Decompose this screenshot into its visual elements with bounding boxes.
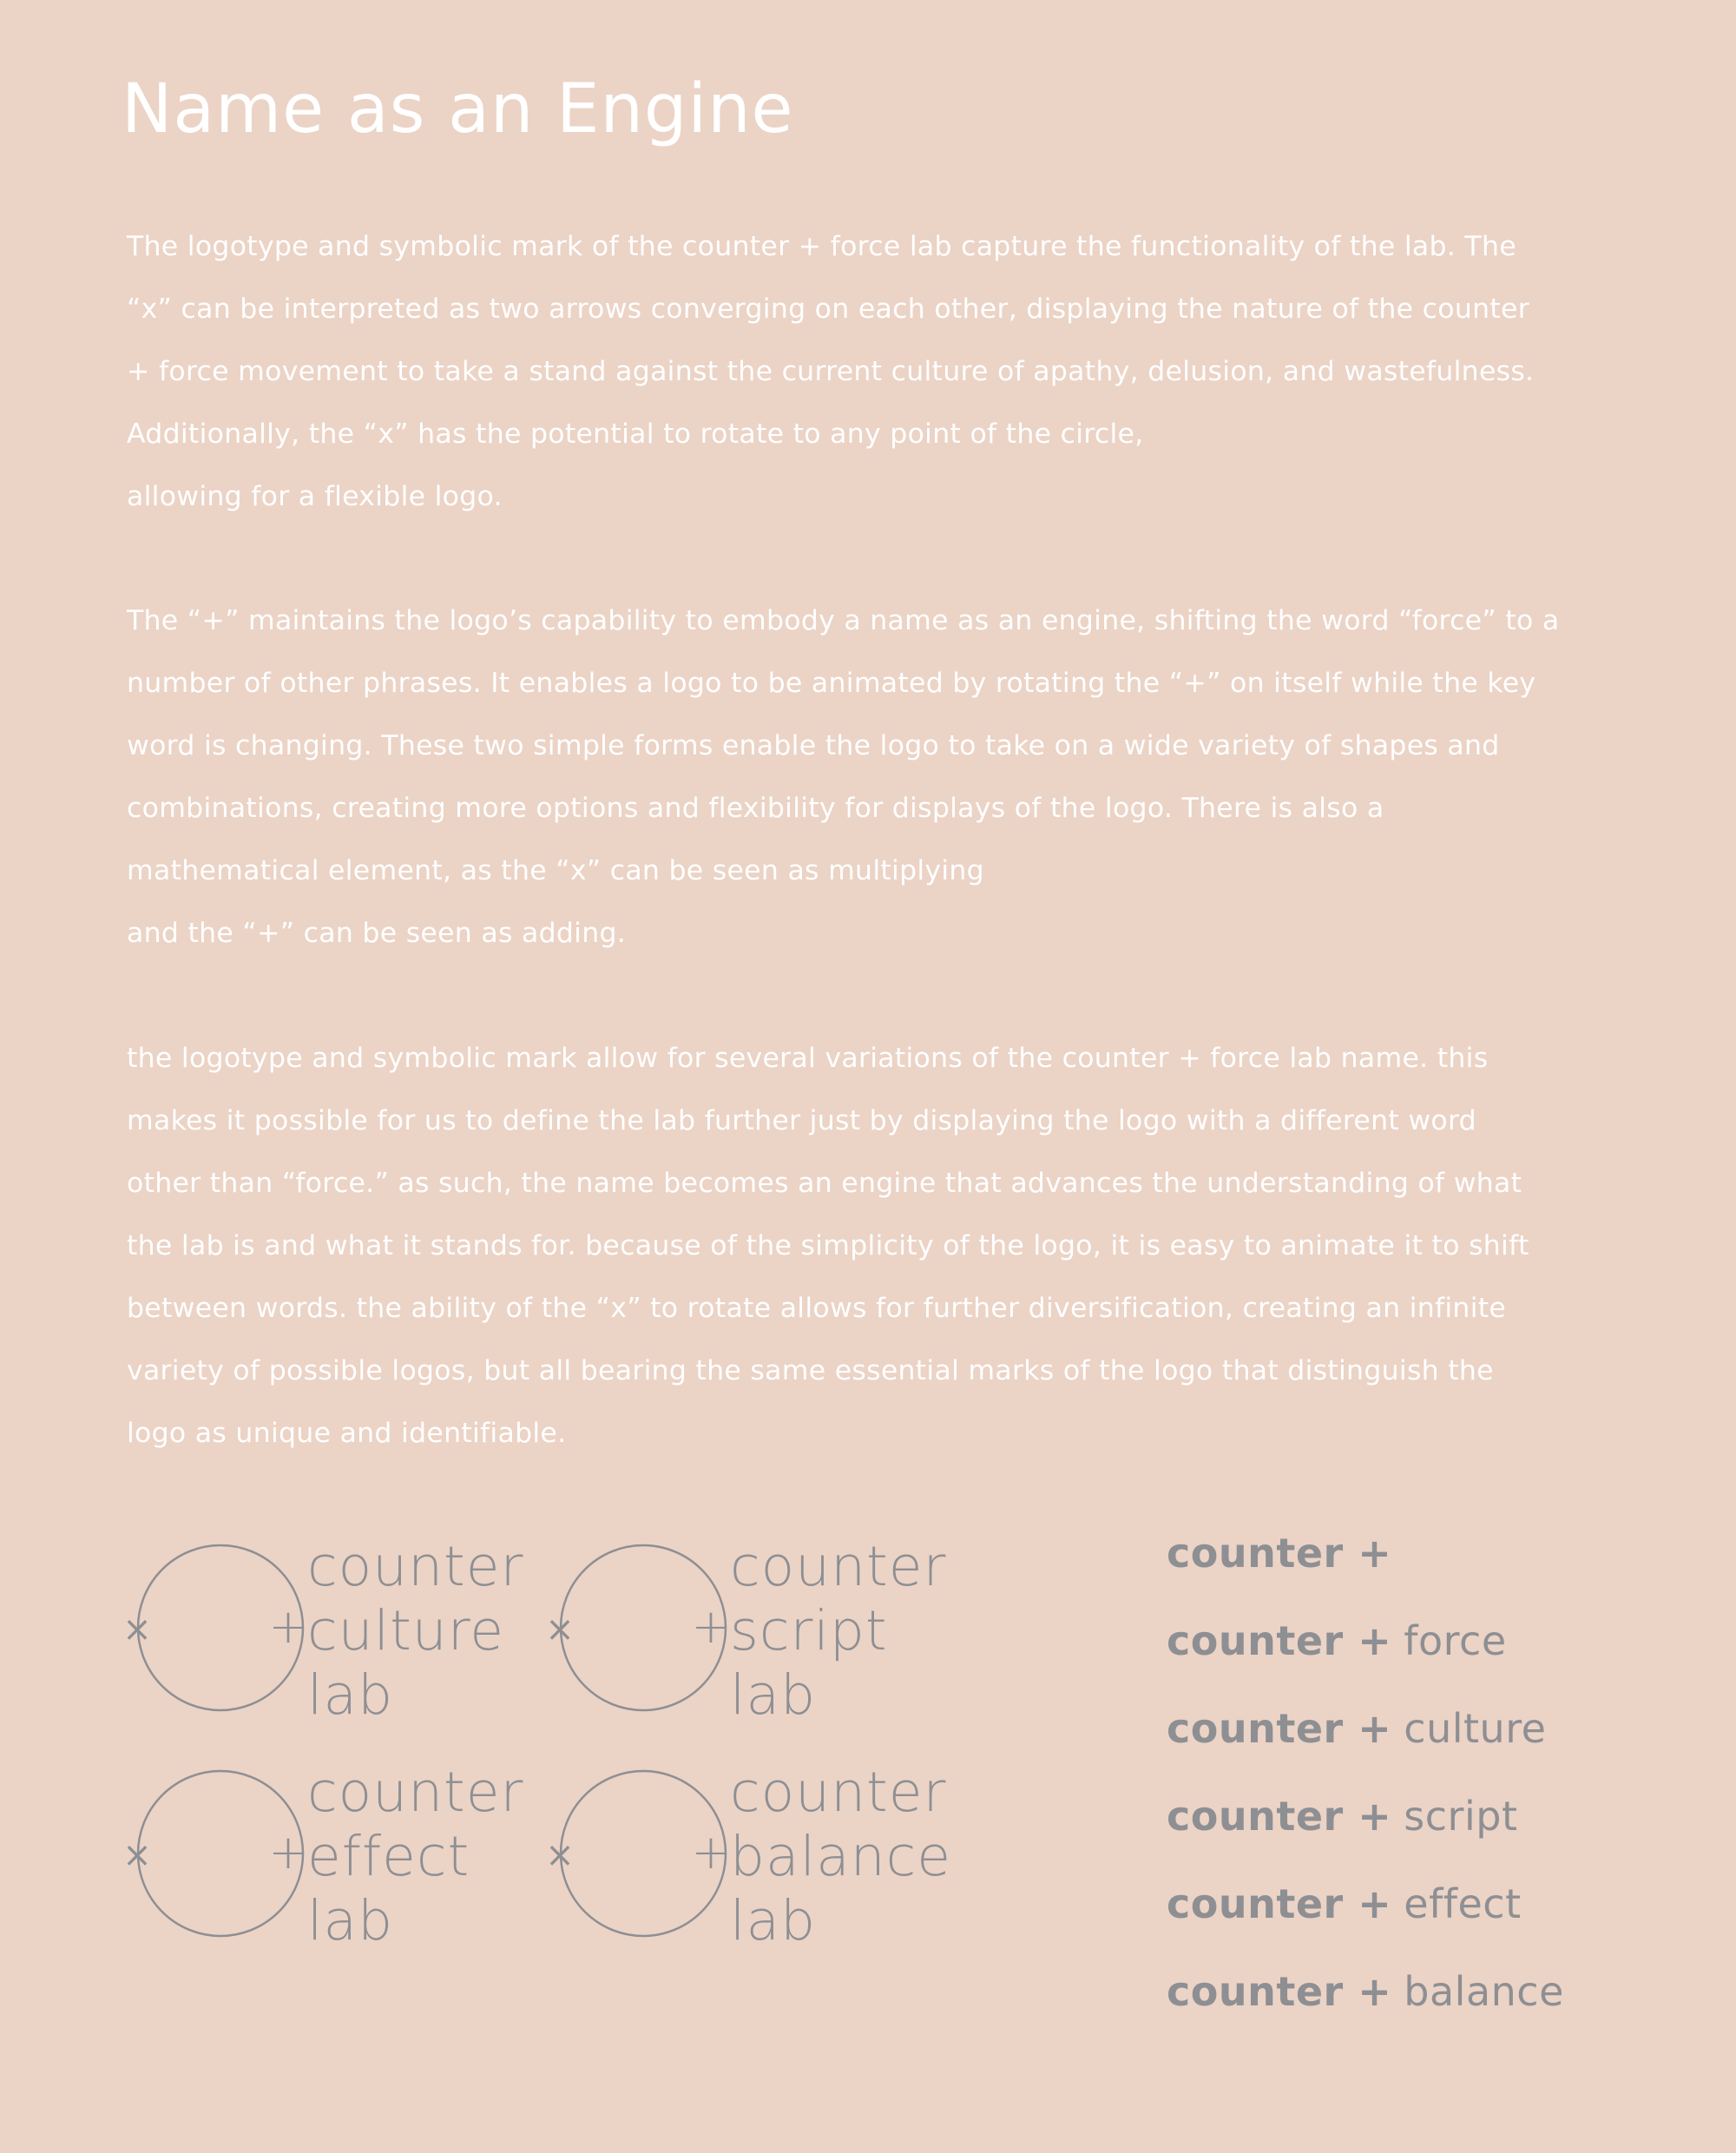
logo-word-key: effect [307, 1825, 470, 1888]
logo-wordmark [307, 1761, 523, 1953]
logo-word-key: script [730, 1599, 888, 1662]
variation-prefix: counter + [1167, 1968, 1392, 2015]
logo-circle-mark [122, 1761, 312, 1943]
logo-counter-script-lab [544, 1535, 978, 1743]
paragraph-line: Additionally, the “x” has the potential to rotate to any point of the circle, [127, 418, 1144, 450]
paragraph-line: variety of possible logos, but all bearing the same essential marks of the logo that distinguish the [127, 1355, 1494, 1386]
paragraph-line: combinations, creating more options and flexibility for displays of the logo. There is also a [127, 793, 1384, 824]
logo-circle-mark [544, 1535, 735, 1717]
x-icon: × [545, 1610, 575, 1649]
logo-word-key: culture [307, 1599, 504, 1662]
logo-word-counter: counter [730, 1761, 947, 1824]
variation-word: effect [1404, 1880, 1522, 1927]
paragraph-line: number of other phrases. It enables a logo to be animated by rotating the “+” on itself while the key [127, 668, 1536, 699]
logo-counter-effect-lab [122, 1761, 556, 1969]
paragraph-line: + force movement to take a stand against the current culture of apathy, delusion, and wastefulness. [127, 356, 1535, 387]
paragraph-line: mathematical element, as the “x” can be seen as multiplying [127, 855, 984, 886]
plus-icon: + [691, 1825, 731, 1880]
variation-item [1167, 1617, 1564, 1705]
logo-wordmark [730, 1535, 946, 1728]
variation-item [1167, 1880, 1564, 1968]
paragraph-line: allowing for a flexible logo. [127, 481, 503, 512]
logo-word-lab: lab [307, 1663, 394, 1727]
variation-item [1167, 1530, 1564, 1617]
plus-paragraph [127, 589, 1637, 965]
intro-paragraph [127, 215, 1637, 528]
paragraph-line: between words. the ability of the “x” to rotate allows for further diversification, creating an infinite [127, 1293, 1507, 1324]
logo-counter-balance-lab [544, 1761, 978, 1969]
paragraph-line: the lab is and what it stands for. because of the simplicity of the logo, it is easy to animate it to shift [127, 1230, 1529, 1261]
logo-circle-mark [122, 1535, 312, 1717]
logo-counter-culture-lab [122, 1535, 556, 1743]
x-icon: × [122, 1835, 152, 1875]
x-icon: × [122, 1610, 152, 1649]
variation-prefix: counter + [1167, 1793, 1392, 1840]
paragraph-line: word is changing. These two simple forms enable the logo to take on a wide variety of shapes and [127, 730, 1500, 761]
logo-word-lab: lab [307, 1889, 394, 1952]
page-title: Name as an Engine [122, 70, 794, 148]
logo-wordmark [307, 1535, 523, 1728]
variation-item [1167, 1705, 1564, 1793]
logo-word-counter: counter [307, 1535, 524, 1598]
variations-paragraph [127, 1027, 1637, 1465]
paragraph-line: logo as unique and identifiable. [127, 1418, 567, 1449]
variation-prefix: counter + [1167, 1705, 1392, 1752]
x-icon: × [545, 1835, 575, 1875]
variation-prefix: counter + [1167, 1530, 1392, 1577]
variation-prefix: counter + [1167, 1617, 1392, 1664]
logo-word-lab: lab [730, 1889, 817, 1952]
paragraph-line: the logotype and symbolic mark allow for several variations of the counter + force lab name. this [127, 1043, 1489, 1074]
name-variations-list [1167, 1530, 1564, 2056]
variation-word: force [1404, 1617, 1507, 1664]
variation-item [1167, 1793, 1564, 1880]
variation-word: culture [1404, 1705, 1547, 1752]
plus-icon: + [268, 1825, 308, 1880]
logo-word-lab: lab [730, 1663, 817, 1727]
logo-word-counter: counter [307, 1761, 524, 1824]
logo-circle-mark [544, 1761, 735, 1943]
variation-word: script [1404, 1793, 1518, 1840]
paragraph-line: The logotype and symbolic mark of the counter + force lab capture the functionality of the lab. The [127, 231, 1516, 262]
variation-item [1167, 1968, 1564, 2056]
logo-word-key: balance [730, 1825, 952, 1888]
plus-icon: + [268, 1599, 308, 1654]
paragraph-line: The “+” maintains the logo’s capability to embody a name as an engine, shifting the word “force” to a [127, 605, 1560, 636]
paragraph-line: “x” can be interpreted as two arrows converging on each other, displaying the nature of the counter [127, 293, 1529, 325]
paragraph-line: other than “force.” as such, the name becomes an engine that advances the understanding of what [127, 1168, 1522, 1199]
logo-word-counter: counter [730, 1535, 947, 1598]
paragraph-line: and the “+” can be seen as adding. [127, 918, 627, 949]
variation-word: balance [1404, 1968, 1564, 2015]
logo-wordmark [730, 1761, 951, 1953]
variation-prefix: counter + [1167, 1880, 1392, 1927]
plus-icon: + [691, 1599, 731, 1654]
paragraph-line: makes it possible for us to define the lab further just by displaying the logo with a different word [127, 1105, 1476, 1136]
